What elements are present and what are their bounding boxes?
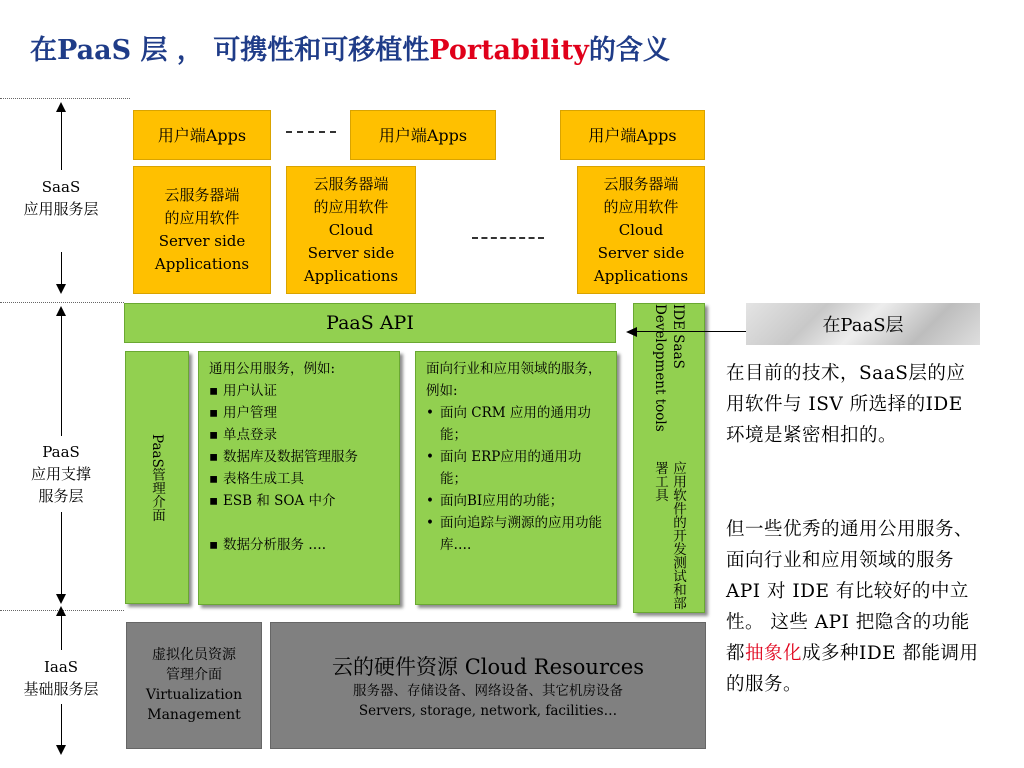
highlight-abstraction: 抽象化 [745,643,803,664]
arrow-left-icon [626,327,637,337]
cloud-resources-box: 云的硬件资源 Cloud Resources 服务器、存储设备、网络设备、其它机房设备 Servers, storage, network, facilities… [270,622,706,749]
list-item: ▪ 单点登录 [209,424,391,446]
common-services-box [198,351,400,605]
explanation-paragraph-2: 但一些优秀的通用公用服务、面向行业和应用领域的服务 API 对 IDE 有比较好的中立性。 这些 API 把隐含的功能都抽象化成多种IDE 都能调用的服务。 [726,519,979,695]
virtualization-management-box: 虚拟化员资源 管理介面 Virtualization Management [126,622,262,749]
arrow-down-icon [56,594,66,604]
list-item: • 面向 CRM 应用的通用功能； [426,402,608,446]
arrow-shaft [636,331,746,332]
arrow-down-icon [56,745,66,755]
list-item: ▪ 用户管理 [209,402,391,424]
arrow-shaft [61,512,62,594]
arrow-shaft [61,614,62,650]
server-app-box: 云服务器端 的应用软件 Cloud Server side Applications [577,166,705,294]
layer-divider [0,98,130,99]
in-paas-label: 在PaaS层 [746,303,980,345]
list-item: ▪ 表格生成工具 [209,468,391,490]
page-title: 在PaaS 层 ， 可携性和可移植性Portability的含义 [30,35,670,66]
explanation-paragraph-1: 在目前的技术，SaaS层的应用软件与 ISV 所选择的IDE 环境是紧密相扣的。 [726,363,966,446]
paas-layer-label: PaaS 应用支撑 服务层 [30,443,91,505]
layer-divider [0,302,124,303]
industry-services-box [415,351,617,605]
client-app-box: 用户端Apps [350,110,496,160]
list-item: ▪ ESB 和 SOA 中介 [209,490,391,512]
ellipsis-dash [286,131,336,133]
iaas-layer-label: IaaS 基础服务层 [23,658,99,698]
client-app-box: 用户端Apps [560,110,705,160]
list-item: ▪ 用户认证 [209,380,391,402]
industry-services-heading: 面向行业和应用领域的服务， 例如: [426,361,602,399]
arrow-shaft [61,252,62,285]
list-item: • 面向 ERP应用的通用功能； [426,446,608,490]
ellipsis-dash [472,237,544,239]
client-app-box: 用户端Apps [133,110,271,160]
arrow-shaft [61,704,62,746]
server-app-box: 云服务器端 的应用软件 Server side Applications [133,166,271,294]
list-item: ▪ 数据库及数据管理服务 [209,446,391,468]
title-highlight: Portability [429,35,589,66]
list-item: • 面向BI应用的功能； [426,490,608,512]
saas-layer-label: SaaS 应用服务层 [23,178,99,218]
paas-api-bar: PaaS API [124,303,616,343]
server-app-box: 云服务器端 的应用软件 Cloud Server side Applications [286,166,416,294]
common-services-heading: 通用公用服务，例如: [209,361,336,377]
ide-tools-box: IDE SaaS Development tools 应用软件的开发测试和部署工具 [633,303,705,613]
paas-management-box: PaaS管理介面 [125,351,189,604]
arrow-shaft [61,314,62,436]
arrow-shaft [61,110,62,170]
list-item: • 面向追踪与溯源的应用功能库…. [426,512,608,556]
list-item: ▪ 数据分析服务 …. [209,534,391,556]
arrow-down-icon [56,284,66,294]
